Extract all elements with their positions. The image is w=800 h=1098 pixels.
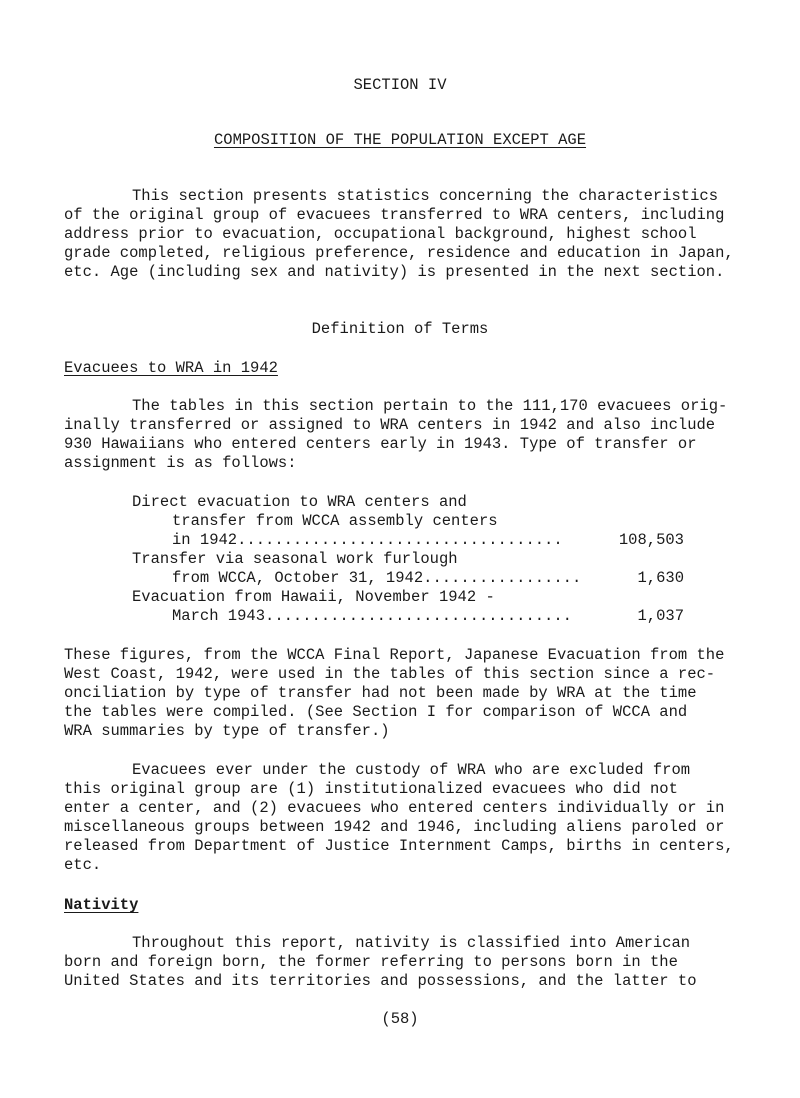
intro-line: grade completed, religious preference, residence and education in Japan, xyxy=(64,244,734,262)
transfer-value: 1,630 xyxy=(637,569,684,587)
evacuees-heading: Evacuees to WRA in 1942 xyxy=(64,359,278,377)
figures-line: WRA summaries by type of transfer.) xyxy=(64,722,390,740)
intro-line: This section presents statistics concerning the characteristics xyxy=(132,187,718,205)
nativity-line: born and foreign born, the former referring to persons born in the xyxy=(64,953,678,971)
evacuees-line: 930 Hawaiians who entered centers early in 1943. Type of transfer or xyxy=(64,435,697,453)
document-page: SECTION IV COMPOSITION OF THE POPULATION EXCEPT AGE This section presents statistics concerning the characteristics of the original group of evacuees transferred to WRA centers, including address prior to evacuation, occupational background, highest school grade completed, religious preference, residence and education in Japan, etc. Age (including sex and nativity) is presented in the next section. Definition of Terms Evacuees to WRA in 1942 The tables in this section pertain to the 111,170 evacuees orig- inally transferred or assigned to WRA centers in 1942 and also include 930 Hawaiians who entered centers early in 1943. Type of transfer or assignment is as follows: Direct evacuation to WRA centers and transfer from WCCA assembly centers in 1942................................... 108,503 Transfer via seasonal work furlough from WCCA, October 31, 1942................. 1,630 Evacuation from Hawaii, November 1942 - March 1943................................. 1,037 These figures, from the WCCA Final Report, Japanese Evacuation from the West Coast, 1942, were used in the tables of this section since a rec- onciliation by type of transfer had not been made by WRA at the time the tables were compiled. (See Section I for comparison of WCCA and WRA summaries by type of transfer.) Evacuees ever under the custody of WRA who are excluded from this original group are (1) institutionalized evacuees who did not enter a center, and (2) evacuees who entered centers individually or in miscellaneous groups between 1942 and 1946, including aliens paroled or released from Department of Justice Internment Camps, births in centers, etc. Nativity Throughout this report, nativity is classified into American born and foreign born, the former referring to persons born in the United States and its territories and possessions, and the latter to (58) xyxy=(0,0,800,1098)
custody-line: enter a center, and (2) evacuees who entered centers individually or in xyxy=(64,799,725,817)
section-title: COMPOSITION OF THE POPULATION EXCEPT AGE xyxy=(213,131,587,149)
custody-line: released from Department of Justice Internment Camps, births in centers, xyxy=(64,837,734,855)
section-label: SECTION IV xyxy=(353,76,447,94)
intro-line: etc. Age (including sex and nativity) is presented in the next section. xyxy=(64,263,725,281)
evacuees-line: inally transferred or assigned to WRA centers in 1942 and also include xyxy=(64,416,716,434)
evacuees-line: The tables in this section pertain to the 111,170 evacuees orig- xyxy=(132,397,728,415)
transfer-value: 108,503 xyxy=(618,531,684,549)
figures-line: West Coast, 1942, were used in the tables of this section since a rec- xyxy=(64,665,716,683)
intro-line: of the original group of evacuees transferred to WRA centers, including xyxy=(64,206,725,224)
transfer-value: 1,037 xyxy=(637,607,684,625)
definitions-heading: Definition of Terms xyxy=(311,320,489,338)
page-number: (58) xyxy=(381,1010,419,1028)
nativity-line: United States and its territories and possessions, and the latter to xyxy=(64,972,697,990)
custody-line: this original group are (1) institutionalized evacuees who did not xyxy=(64,780,678,798)
nativity-line: Throughout this report, nativity is classified into American xyxy=(132,934,691,952)
evacuees-line: assignment is as follows: xyxy=(64,454,297,472)
figures-line: onciliation by type of transfer had not been made by WRA at the time xyxy=(64,684,697,702)
custody-line: miscellaneous groups between 1942 and 1946, including aliens paroled or xyxy=(64,818,725,836)
custody-line: etc. xyxy=(64,856,102,874)
intro-line: address prior to evacuation, occupational background, highest school xyxy=(64,225,697,243)
custody-line: Evacuees ever under the custody of WRA who are excluded from xyxy=(132,761,691,779)
figures-line: These figures, from the WCCA Final Report, Japanese Evacuation from the xyxy=(64,646,725,664)
figures-line: the tables were compiled. (See Section I for comparison of WCCA and xyxy=(64,703,688,721)
nativity-heading: Nativity xyxy=(64,896,139,914)
